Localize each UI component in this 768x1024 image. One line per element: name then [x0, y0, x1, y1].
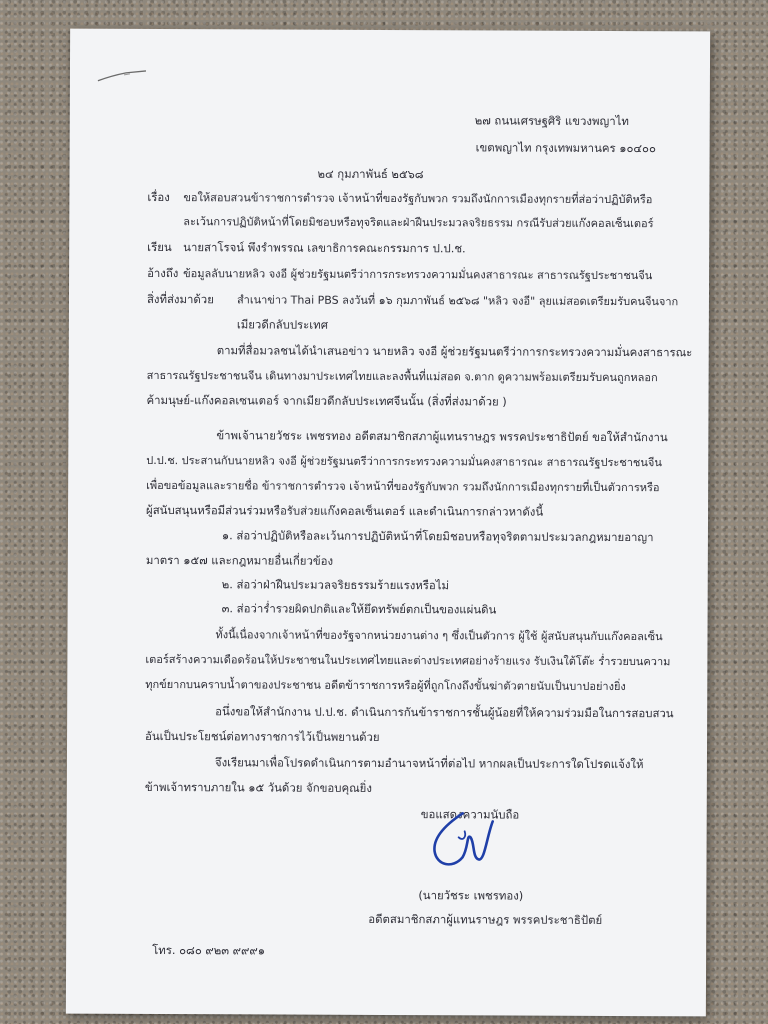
handwritten-signature: [422, 807, 502, 877]
paragraph-2-line-4: ผู้สนับสนุนหรือมีส่วนร่วมหรือรับส่วยแก๊งคอลเซ็นเตอร์ และดำเนินการกล่าวหาดังนี้: [146, 502, 544, 519]
signer-name: (นายวัชระ เพชรทอง): [418, 888, 524, 903]
allegation-item-1-cont: มาตรา ๑๕๗ และกฎหมายอื่นเกี่ยวข้อง: [145, 552, 334, 568]
closing-salutation: ขอแสดงความนับถือ: [420, 807, 520, 822]
phone-number: โทร. ๐๘๐ ๙๒๓ ๙๙๙๑: [152, 942, 265, 958]
paragraph-3-line-2: เตอร์สร้างความเดือดร้อนให้ประชาชนในประเทศไทยและต่างประเทศอย่างร้ายแรง รับเงินใต้โต๊ะ ร่ำรวยบนความ: [145, 652, 671, 669]
paragraph-2-line-3: เพื่อขอข้อมูลและรายชื่อ ข้าราชการตำรวจ เจ้าหน้าที่ของรัฐกับพวก รวมถึงนักการเมืองทุกรายที่เป็นตัวการหรือ: [146, 478, 660, 495]
staple-icon: [96, 69, 148, 83]
reference-label: อ้างถึง: [147, 265, 179, 281]
reference-text: ข้อมูลลับนายหลิว จงอี ผู้ช่วยรัฐมนตรีว่าการกระทรวงความมั่นคงสาธารณะ สาธารณรัฐประชาชนจีน: [183, 267, 653, 283]
allegation-item-3: ๓. ส่อว่าร่ำรวยผิดปกติและให้ยึดทรัพย์ตกเป็นของแผ่นดิน: [221, 601, 497, 617]
paragraph-1-line-1: ตามที่สื่อมวลชนได้นำเสนอข่าว นายหลิว จงอี ผู้ช่วยรัฐมนตรีว่าการกระทรวงความมั่นคงสาธารณะ: [216, 343, 693, 360]
paragraph-5-line-2: ข้าพเจ้าทราบภายใน ๑๕ วันด้วย จักขอบคุณยิ่ง: [144, 779, 372, 795]
paragraph-4-line-2: อันเป็นประโยชน์ต่อทางราชการไว้เป็นพยานด้วย: [145, 728, 380, 744]
paragraph-1-line-2: สาธารณรัฐประชาชนจีน เดินทางมาประเทศไทยและลงพื้นที่แม่สอด จ.ตาก ดูความพร้อมเตรียมรับคนถูกหลอก: [146, 368, 658, 385]
enclosure-label: สิ่งที่ส่งมาด้วย: [146, 291, 214, 307]
letter-sheet: [66, 29, 710, 1017]
subject-label: เรื่อง: [147, 189, 170, 205]
subject-line-2: ละเว้นการปฏิบัติหน้าที่โดยมิชอบหรือทุจริตและฝ่าฝืนประมวลจริยธรรม กรณีรับส่วยแก๊งคอลเซ็นเตอร์: [183, 215, 654, 231]
enclosure-text-2: เมียวดีกลับประเทศ: [236, 317, 328, 332]
paragraph-2-line-1: ข้าพเจ้านายวัชระ เพชรทอง อดีตสมาชิกสภาผู้แทนราษฎร พรรคประชาธิปัตย์ ขอให้สำนักงาน: [216, 428, 668, 445]
paragraph-3-line-3: ทุกข์ยากบนคราบน้ำตาของประชาชน อดีตข้าราชการหรือผู้ที่ถูกโกงถึงขั้นฆ่าตัวตายนับเป็นบาปอย่างยิ่ง: [145, 677, 626, 694]
paragraph-5-line-1: จึงเรียนมาเพื่อโปรดดำเนินการตามอำนาจหน้าที่ต่อไป หากผลเป็นประการใดโปรดแจ้งให้: [214, 755, 644, 772]
paragraph-3-line-1: ทั้งนี้เนื่องจากเจ้าหน้าที่ของรัฐจากหน่วยงานต่าง ๆ ซึ่งเป็นตัวการ ผู้ใช้ ผู้สนับสนุนกับแก๊งคอลเซ็น: [215, 628, 663, 644]
enclosure-text-1: สำเนาข่าว Thai PBS ลงวันที่ ๑๖ กุมภาพันธ์ ๒๕๖๘ "หลิว จงอี" ลุยแม่สอดเตรียมรับคนจีนจาก: [236, 293, 679, 309]
to-text: นายสาโรจน์ พึงรำพรรณ เลขาธิการคณะกรรมการ ป.ป.ช.: [183, 240, 466, 256]
letter-date: ๒๔ กุมภาพันธ์ ๒๕๖๘: [317, 166, 424, 182]
sender-address-line-1: ๒๗ ถนนเศรษฐศิริ แขวงพญาไท: [474, 113, 629, 129]
paragraph-1-line-3: ค้ามนุษย์-แก๊งคอลเซนเตอร์ จากเมียวดีกลับประเทศจีนนั้น (สิ่งที่ส่งมาด้วย ): [146, 392, 507, 409]
paragraph-2-line-2: ป.ป.ช. ประสานกับนายหลิว จงอี ผู้ช่วยรัฐมนตรีว่าการกระทรวงความมั่นคงสาธารณะ สาธารณรัฐประชาชนจีน: [146, 453, 662, 470]
to-label: เรียน: [147, 239, 172, 255]
paragraph-4-line-1: อนึ่งขอให้สำนักงาน ป.ป.ช. ดำเนินการกันข้าราชการชั้นผู้น้อยที่ให้ความร่วมมือในการสอบสวน: [215, 704, 674, 721]
sender-address-line-2: เขตพญาไท กรุงเทพมหานคร ๑๐๔๐๐: [475, 140, 656, 156]
allegation-item-2: ๒. ส่อว่าฝ่าฝืนประมวลจริยธรรมร้ายแรงหรือไม่: [221, 577, 450, 593]
signer-title: อดีตสมาชิกสภาผู้แทนราษฎร พรรคประชาธิปัตย์: [368, 911, 603, 927]
subject-line-1: ขอให้สอบสวนข้าราชการตำรวจ เจ้าหน้าที่ของรัฐกับพวก รวมถึงนักการเมืองทุกรายที่ส่อว่าปฏิบัติหรือ: [183, 191, 653, 207]
allegation-item-1: ๑. ส่อว่าปฏิบัติหรือละเว้นการปฏิบัติหน้าที่โดยมิชอบหรือทุจริตตามประมวลกฎหมายอาญา: [221, 528, 654, 545]
